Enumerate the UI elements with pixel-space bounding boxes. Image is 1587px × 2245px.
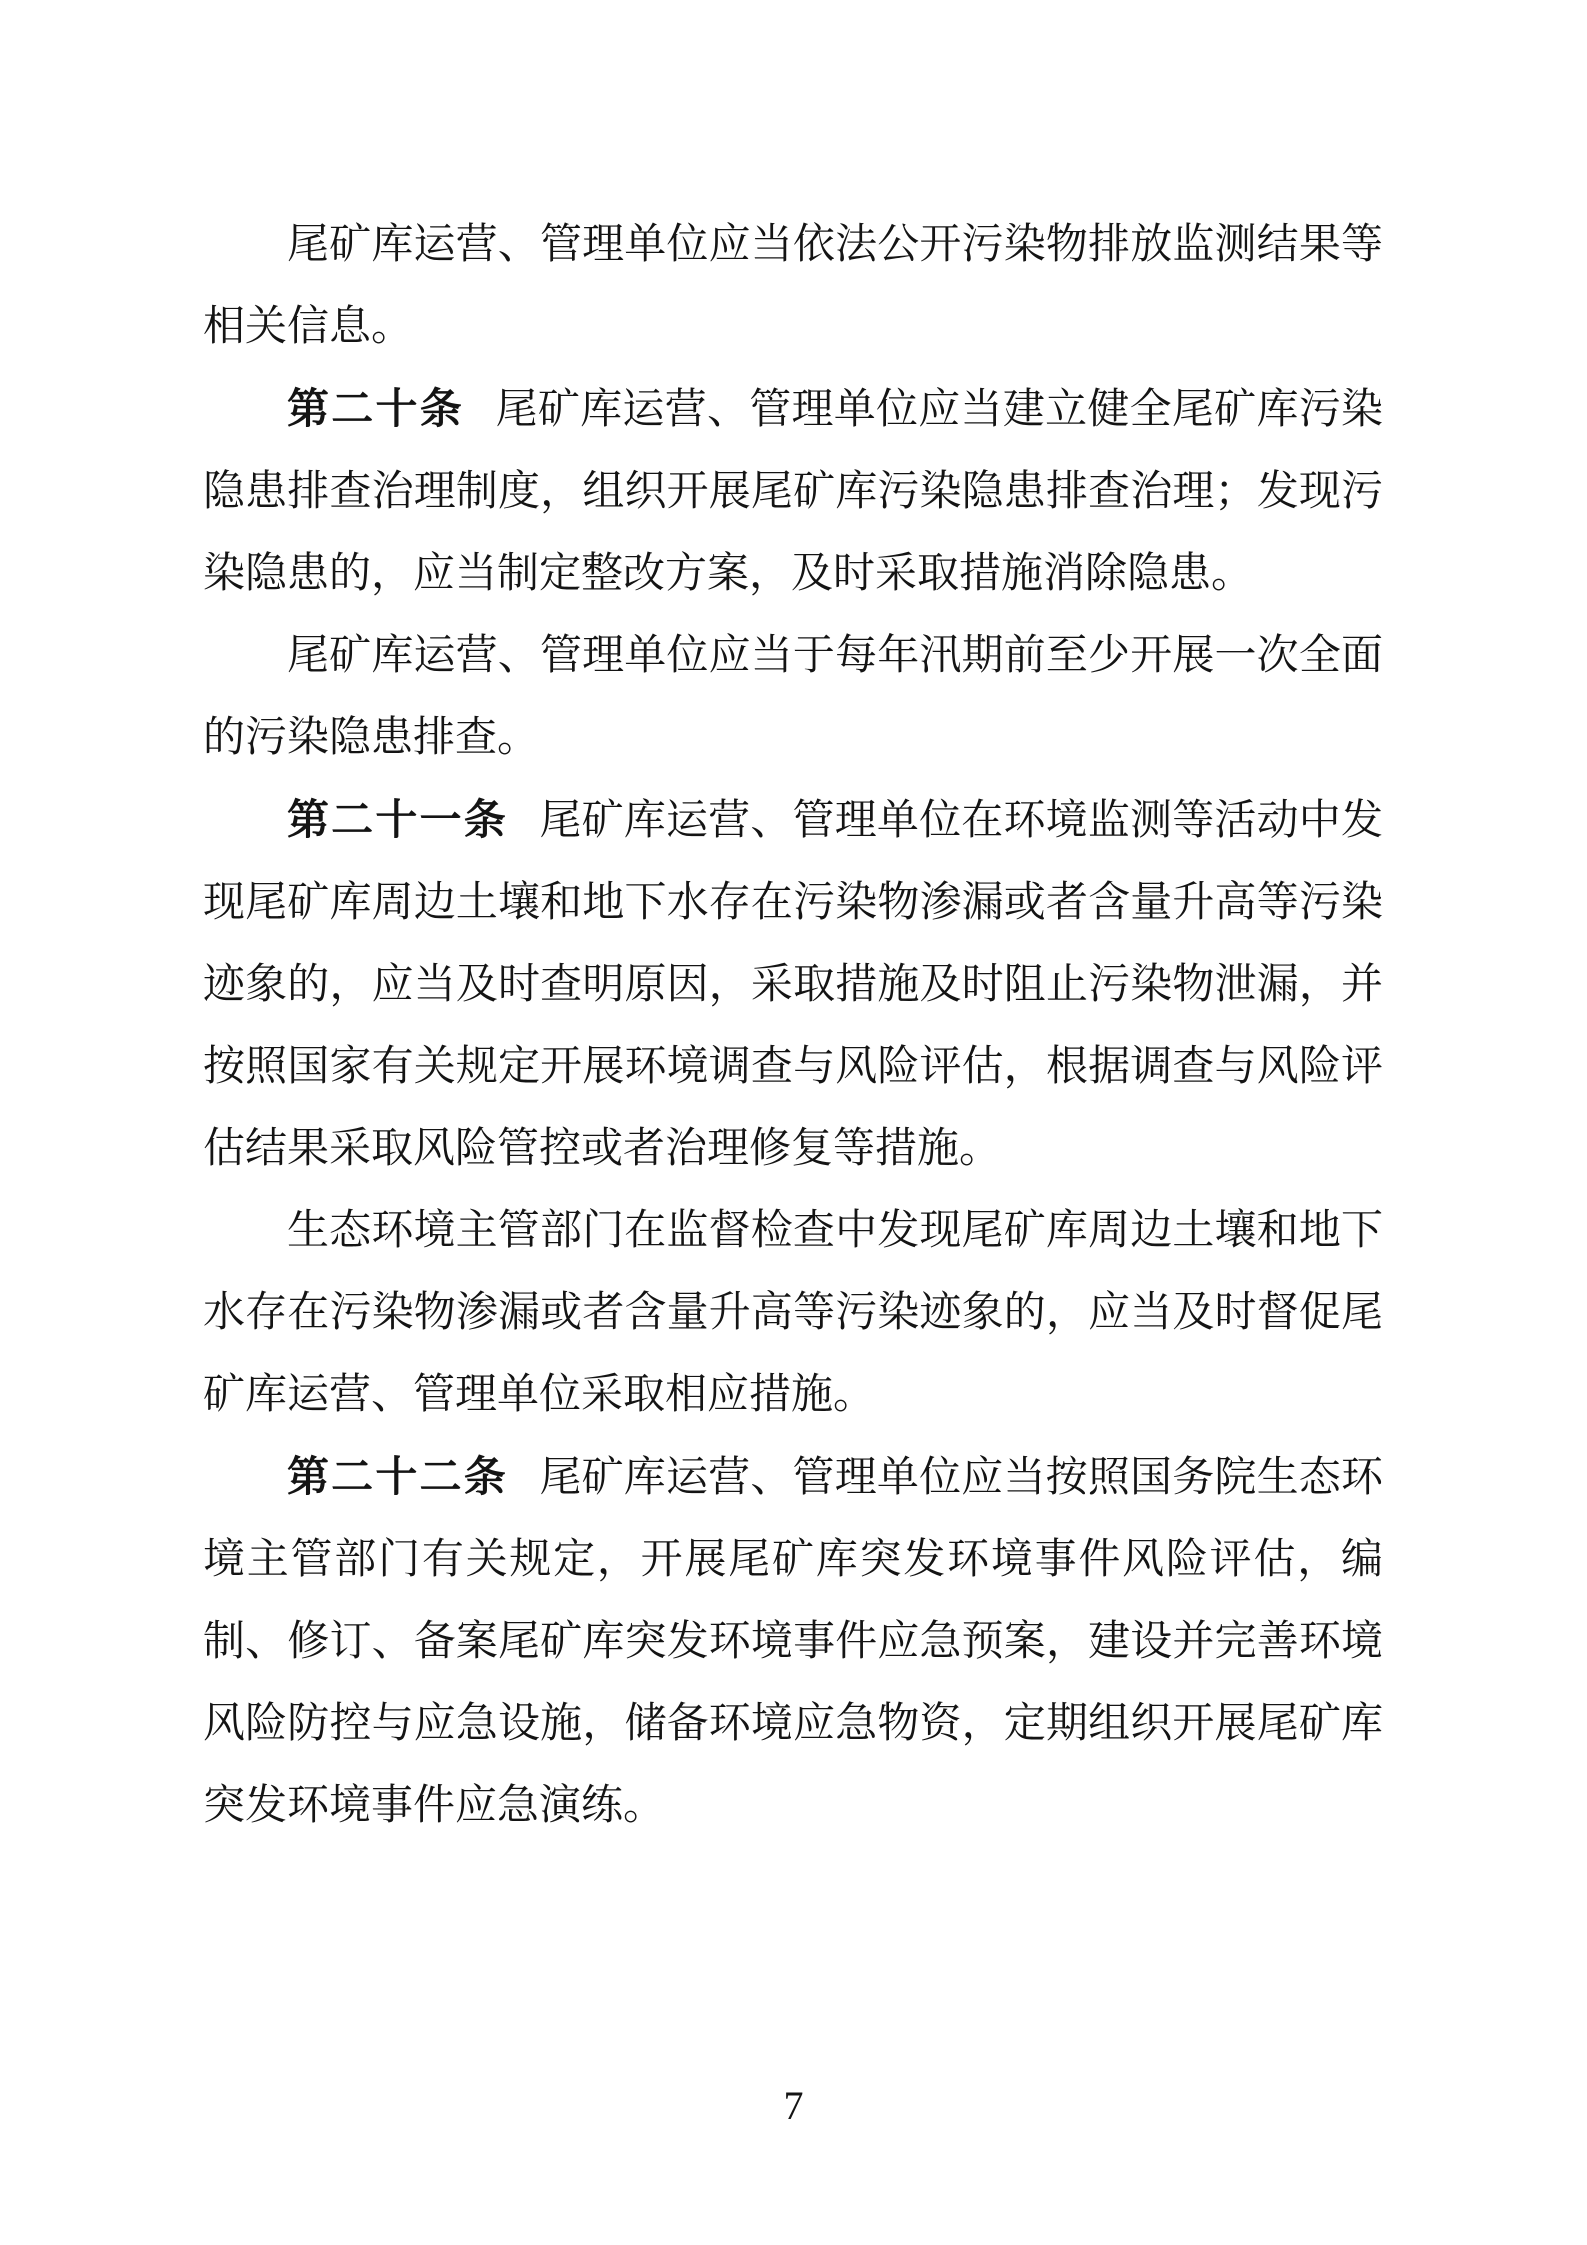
article-20-text: 尾矿库运营、管理单位应当建立健全尾矿库污染隐患排查治理制度，组织开展尾矿库污染隐患排查治理；发现污染隐患的，应当制定整改方案，及时采取措施消除隐患。	[203, 387, 1383, 597]
paragraph-article-22	[203, 1436, 1383, 1847]
article-21-text: 尾矿库运营、管理单位在环境监测等活动中发现尾矿库周边土壤和地下水存在污染物渗漏或者含量升高等污染迹象的，应当及时查明原因，采取措施及时阻止污染物泄漏，并按照国家有关规定开展环境调查与风险评估，根据调查与风险评估结果采取风险管控或者治理修复等措施。	[203, 798, 1383, 1172]
paragraph-article-20	[203, 368, 1383, 615]
article-22-text: 尾矿库运营、管理单位应当按照国务院生态环境主管部门有关规定，开展尾矿库突发环境事件风险评估，编制、修订、备案尾矿库突发环境事件应急预案，建设并完善环境风险防控与应急设施，储备环境应急物资，定期组织开展尾矿库突发环境事件应急演练。	[203, 1455, 1383, 1829]
paragraph-flood-season-inspection	[203, 615, 1383, 779]
document-body	[203, 204, 1383, 1847]
paragraph-text: 尾矿库运营、管理单位应当于每年汛期前至少开展一次全面的污染隐患排查。	[203, 633, 1383, 761]
paragraph-article-21	[203, 779, 1383, 1190]
article-22-label: 第二十二条	[287, 1453, 508, 1500]
paragraph-text: 尾矿库运营、管理单位应当依法公开污染物排放监测结果等相关信息。	[203, 222, 1383, 350]
article-20-label: 第二十条	[287, 385, 465, 432]
page-number: 7	[783, 2083, 804, 2128]
paragraph-supervision	[203, 1190, 1383, 1436]
paragraph-text: 生态环境主管部门在监督检查中发现尾矿库周边土壤和地下水存在污染物渗漏或者含量升高等污染迹象的，应当及时督促尾矿库运营、管理单位采取相应措施。	[203, 1208, 1383, 1418]
article-21-label: 第二十一条	[287, 796, 508, 843]
paragraph-info-disclosure	[203, 204, 1383, 368]
